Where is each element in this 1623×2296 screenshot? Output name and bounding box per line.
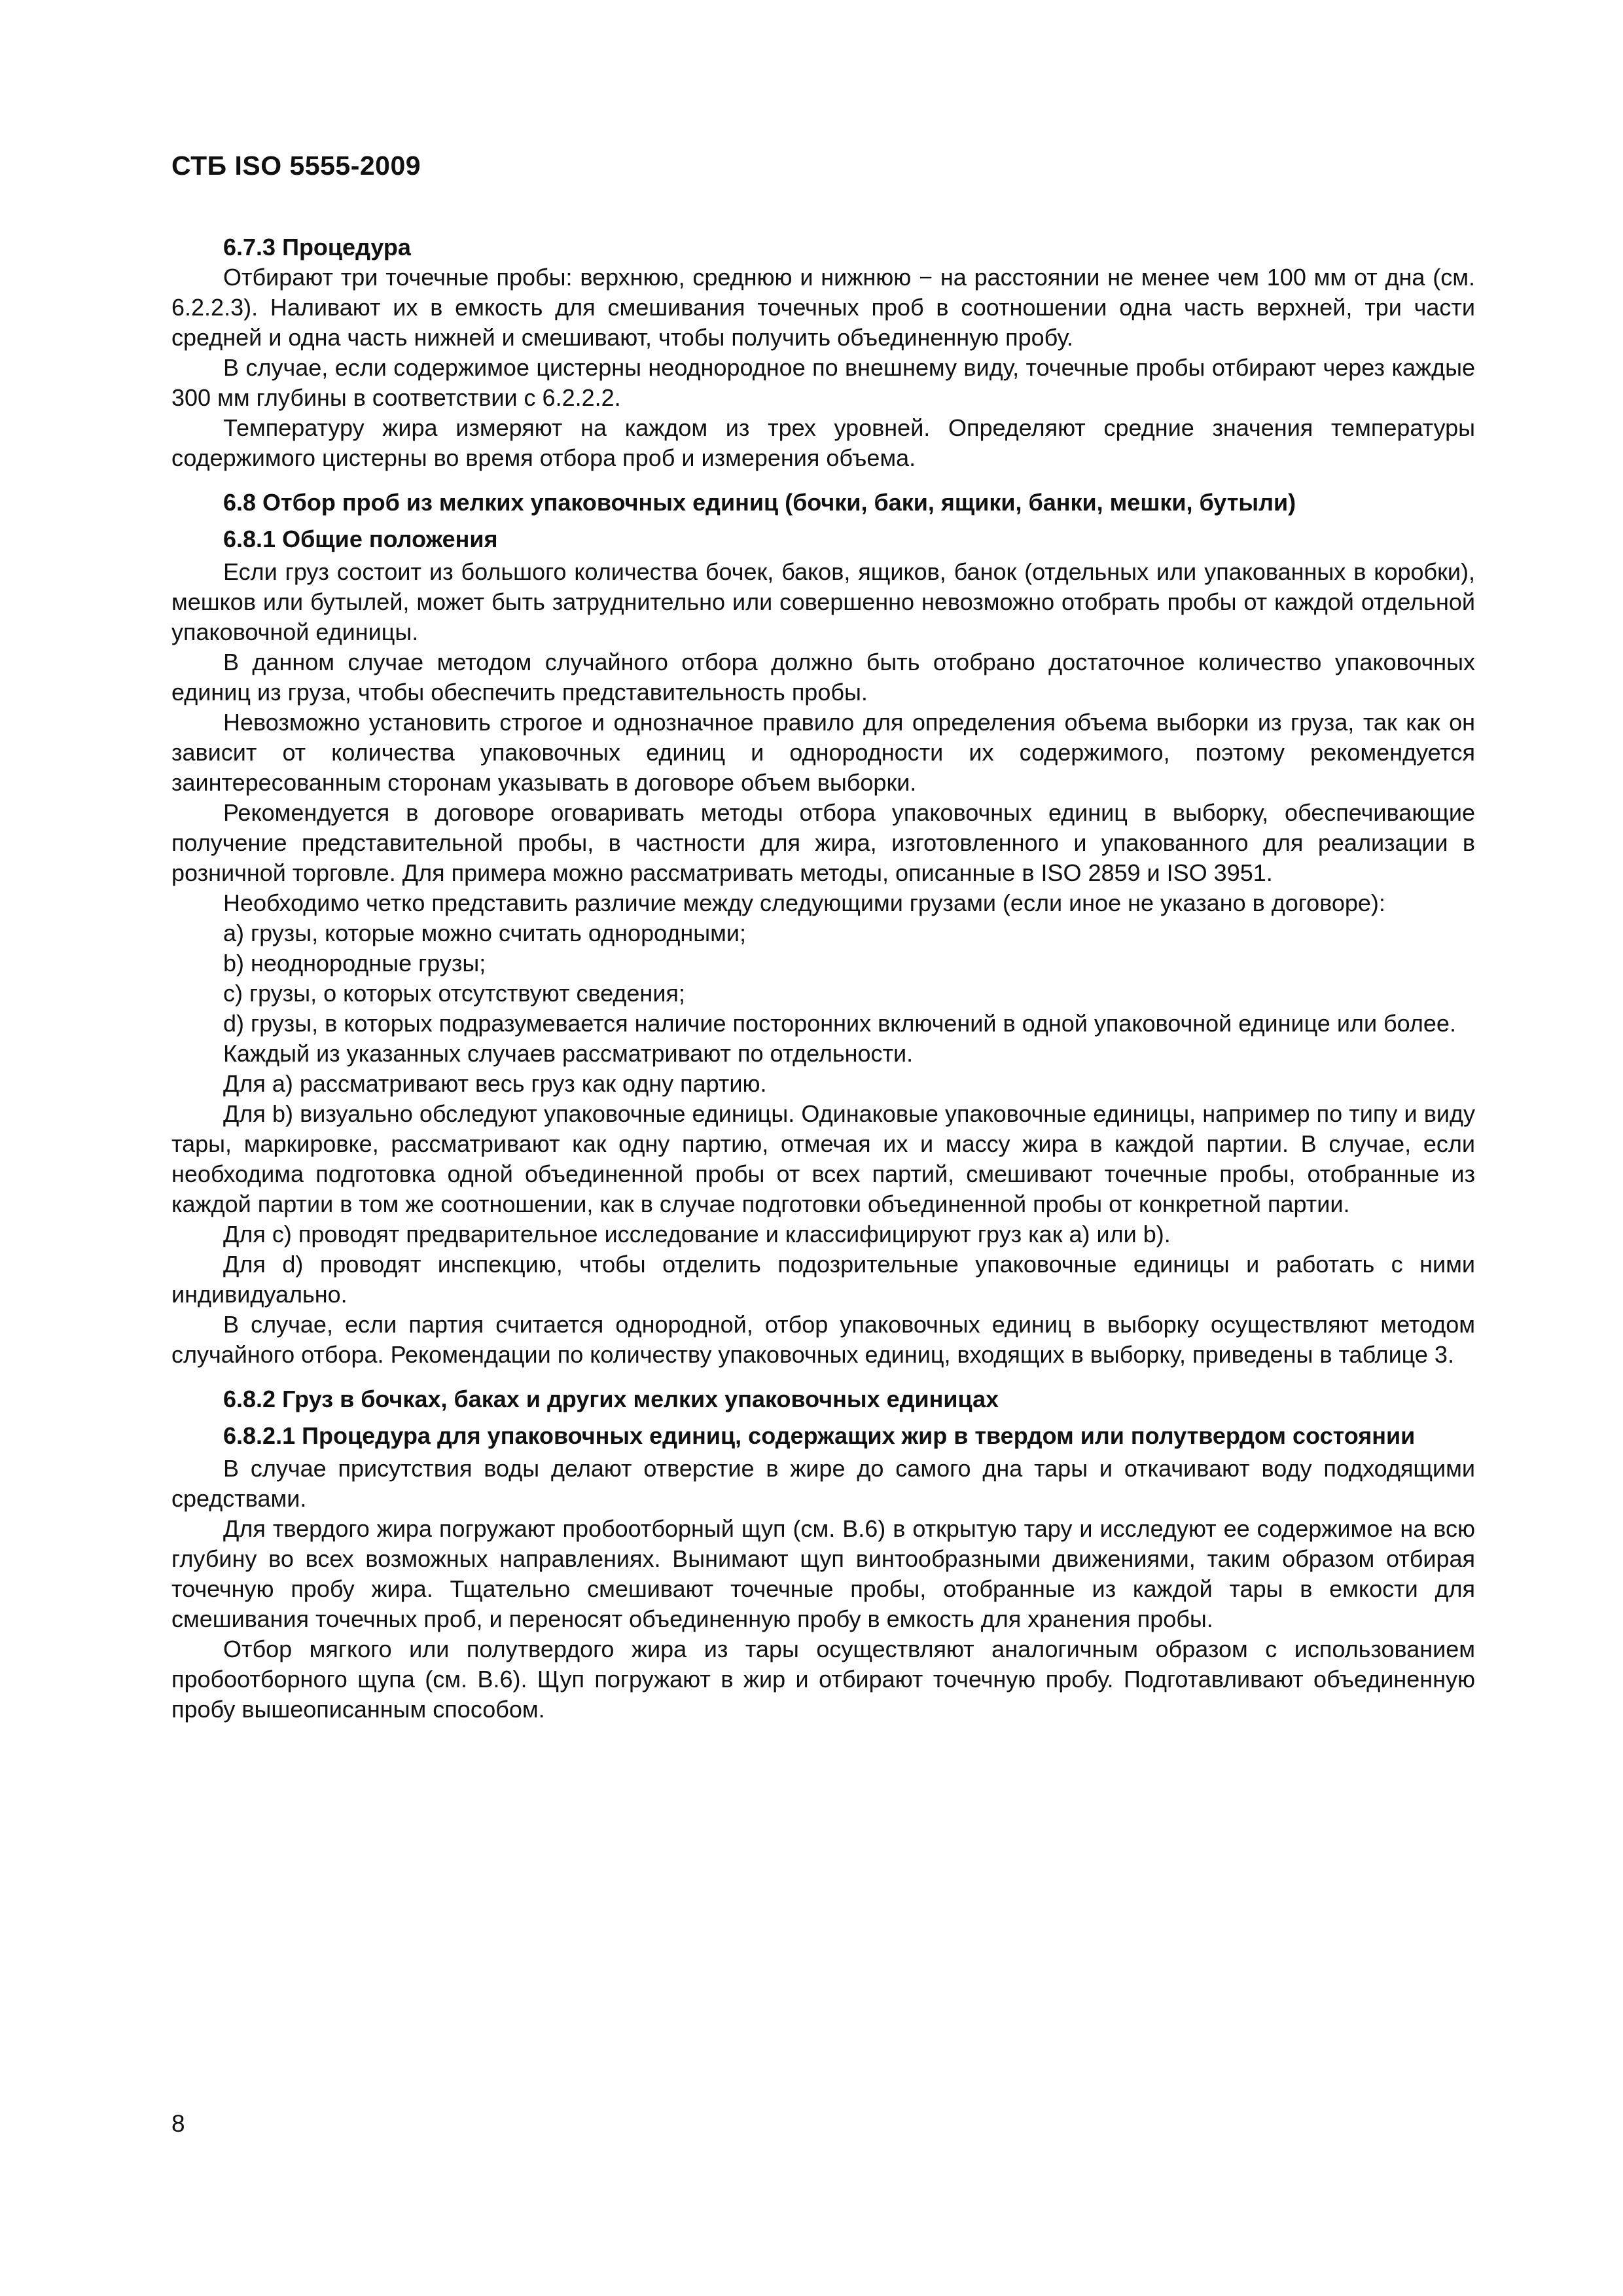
paragraph: В случае присутствия воды делают отверстие в жире до самого дна тары и откачивают воду подходящими средствами. (171, 1455, 1475, 1512)
paragraph: Рекомендуется в договоре оговаривать методы отбора упаковочных единиц в выборку, обеспечивающие получение представительной пробы, в частности для жира, изготовленного и упакованного для реализации в розничной торговле. Для примера можно рассматривать методы, описанные в ISO 2859 и ISO 3951. (171, 799, 1475, 886)
paragraph: Невозможно установить строгое и однозначное правило для определения объема выборки из груза, так как он зависит от количества упаковочных единиц и однородности их содержимого, поэтому рекомендуется заинтересованным сторонам указывать в договоре объем выборки. (171, 709, 1475, 796)
section-heading-6-7-3: 6.7.3 Процедура (223, 234, 411, 260)
paragraph: Для a) рассматривают весь груз как одну партию. (223, 1070, 767, 1097)
section-heading-6-8-2: 6.8.2 Груз в бочках, баках и других мелких упаковочных единицах (223, 1386, 999, 1412)
list-item-a: a) грузы, которые можно считать однородными; (223, 920, 746, 946)
page-number: 8 (171, 2110, 185, 2137)
section-heading-6-8-2-1: 6.8.2.1 Процедура для упаковочных единиц, содержащих жир в твердом или полутвердом состоянии (223, 1422, 1416, 1449)
paragraph: В данном случае методом случайного отбора должно быть отобрано достаточное количество упаковочных единиц из груза, чтобы обеспечить представительность пробы. (171, 649, 1475, 706)
paragraph: В случае, если партия считается однородной, отбор упаковочных единиц в выборку осуществляют методом случайного отбора. Рекомендации по количеству упаковочных единиц, входящих в выборку, приведены в таблице 3. (171, 1311, 1475, 1368)
list-item-d: d) грузы, в которых подразумевается наличие посторонних включений в одной упаковочной единице или более. (223, 1010, 1456, 1037)
paragraph: Для c) проводят предварительное исследование и классифицируют груз как a) или b). (223, 1221, 1171, 1247)
paragraph: Каждый из указанных случаев рассматривают по отдельности. (223, 1040, 914, 1067)
list-item-c: c) грузы, о которых отсутствуют сведения; (223, 980, 685, 1007)
paragraph: Для твердого жира погружают пробоотборный щуп (см. B.6) в открытую тару и исследуют ее содержимое на всю глубину во всех возможных направлениях. Вынимают щуп винтообразными движениями, таким образом отбирая точечную пробу жира. Тщательно смешивают точечные пробы, отобранные из каждой тары в емкости для смешивания точечных проб, и переносят объединенную пробу в емкость для хранения пробы. (171, 1515, 1475, 1632)
paragraph: Необходимо четко представить различие между следующими грузами (если иное не указано в договоре): (223, 889, 1385, 916)
paragraph: Отбор мягкого или полутвердого жира из тары осуществляют аналогичным образом с использованием пробоотборного щупа (см. B.6). Щуп погружают в жир и отбирают точечную пробу. Подготавливают объединенную пробу вышеописанным способом. (171, 1636, 1475, 1723)
paragraph: Для b) визуально обследуют упаковочные единицы. Одинаковые упаковочные единицы, например по типу и виду тары, маркировке, рассматривают как одну партию, отмечая их и массу жира в каждой партии. В случае, если необходима подготовка одной объединенной пробы от всех партий, смешивают точечные пробы, отобранные из каждой партии в том же соотношении, как в случае подготовки объединенной пробы от конкретной партии. (171, 1100, 1475, 1217)
paragraph: Температуру жира измеряют на каждом из трех уровней. Определяют средние значения температуры содержимого цистерны во время отбора проб и измерения объема. (171, 414, 1475, 471)
paragraph: Если груз состоит из большого количества бочек, баков, ящиков, банок (отдельных или упакованных в коробки), мешков или бутылей, может быть затруднительно или совершенно невозможно отобрать пробы от каждой отдельной упаковочной единицы. (171, 558, 1475, 645)
section-heading-6-8: 6.8 Отбор проб из мелких упаковочных единиц (бочки, баки, ящики, банки, мешки, бутыли) (223, 489, 1296, 516)
list-item-b: b) неоднородные грузы; (223, 950, 486, 977)
paragraph: Для d) проводят инспекцию, чтобы отделить подозрительные упаковочные единицы и работать с ними индивидуально. (171, 1251, 1475, 1308)
document-body (171, 232, 1475, 1725)
paragraph: В случае, если содержимое цистерны неоднородное по внешнему виду, точечные пробы отбирают через каждые 300 мм глубины в соответствии с 6.2.2.2. (171, 354, 1475, 411)
section-heading-6-8-1: 6.8.1 Общие положения (223, 526, 498, 552)
paragraph: Отбирают три точечные пробы: верхнюю, среднюю и нижнюю − на расстоянии не менее чем 100 мм от дна (см. 6.2.2.3). Наливают их в емкость для смешивания точечных проб в соотношении одна часть верхней, три части средней и одна часть нижней и смешивают, чтобы получить объединенную пробу. (171, 264, 1475, 351)
document-code-header: СТБ ISO 5555-2009 (171, 151, 421, 181)
